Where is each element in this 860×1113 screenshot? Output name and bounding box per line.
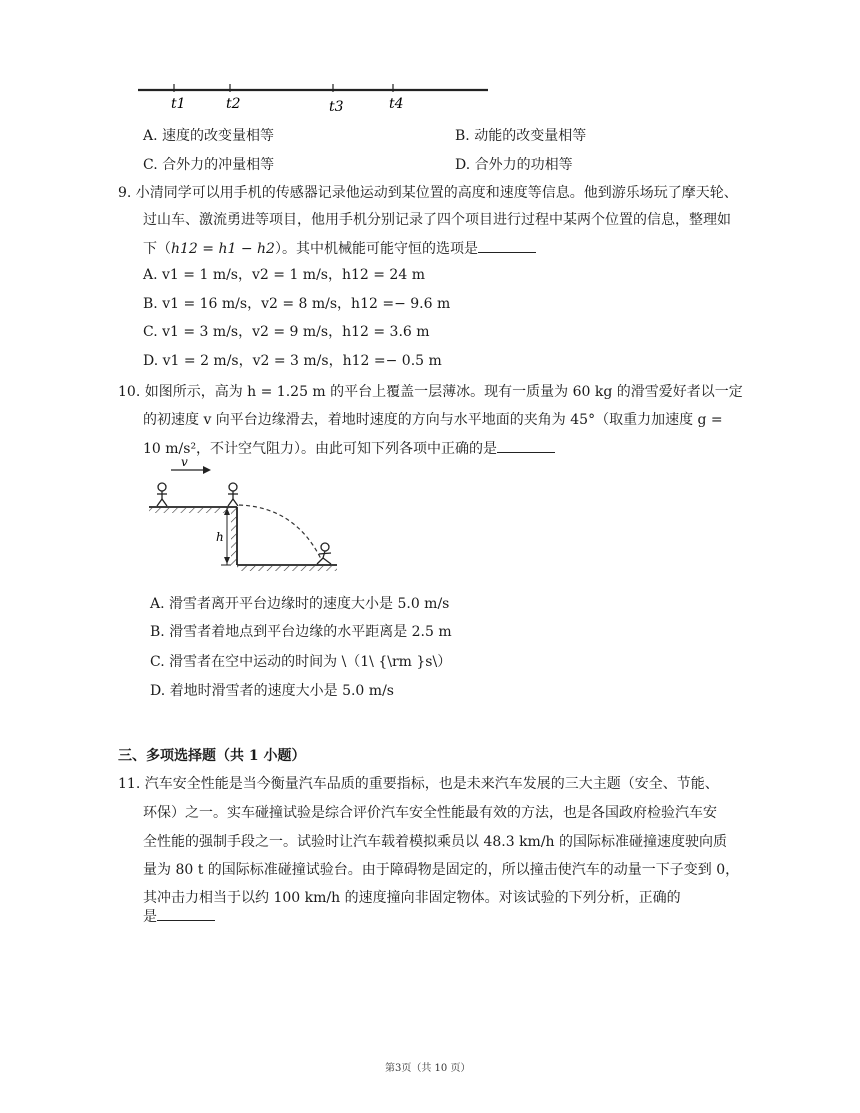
q9-height-formula: h12 = h1 − h2 — [171, 241, 275, 257]
q10-option-a: A. 滑雪者离开平台边缘时的速度大小是 5.0 m/s — [150, 596, 450, 612]
q8-option-c: C. 合外力的冲量相等 — [143, 157, 275, 173]
timeline-label-t3: t3 — [329, 99, 344, 115]
q9-stem-line3-post: ）。其中机械能可能守恒的选项是 — [274, 241, 478, 257]
timeline-label-t4: t4 — [389, 96, 404, 112]
q9-option-d: D. v1 = 2 m/s，v2 = 3 m/s，h12 =− 0.5 m — [143, 353, 442, 369]
q10-stem-line3-text: 10 m/s²，不计空气阻力）。由此可知下列各项中正确的是 — [143, 441, 498, 457]
q11-stem-line3: 全性能的强制手段之一。试验时让汽车载着模拟乘员以 48.3 km/h 的国际标准碰撞速度驶向质 — [143, 834, 728, 850]
q11-stem-line6-text: 是 — [143, 909, 157, 925]
skier-figure-landing — [317, 543, 331, 564]
timeline-figure — [130, 78, 500, 120]
q10-option-c: C. 滑雪者在空中运动的时间为 \（1\ {\rm }s\） — [150, 654, 452, 670]
q10-option-b: B. 滑雪者着地点到平台边缘的水平距离是 2.5 m — [150, 624, 452, 640]
q11-stem-line4: 量为 80 t 的国际标准碰撞试验台。由于障碍物是固定的，所以撞击使汽车的动量一下子变到 0， — [143, 862, 740, 878]
q11-stem-line6 — [143, 906, 215, 927]
q10-answer-blank — [497, 438, 555, 453]
timeline-label-t1: t1 — [171, 96, 186, 112]
q9-stem-line3 — [143, 238, 536, 259]
q10-stem-line2: 的初速度 v 向平台边缘滑去，着地时速度的方向与水平地面的夹角为 45°（取重力加速度 g = — [143, 412, 723, 428]
q9-option-a: A. v1 = 1 m/s，v2 = 1 m/s，h12 = 24 m — [143, 267, 425, 283]
timeline-label-t2: t2 — [226, 96, 241, 112]
page-number-footer: 第3页（共 10 页） — [385, 1063, 471, 1074]
q11-answer-blank — [157, 906, 215, 921]
q11-stem-line5: 其冲击力相当于以约 100 km/h 的速度撞向非固定物体。对该试验的下列分析，正确的 — [143, 890, 681, 906]
q10-height-label: h — [216, 530, 224, 544]
q9-stem-line3-pre: 下（ — [143, 241, 171, 257]
q8-option-a: A. 速度的改变量相等 — [143, 128, 275, 144]
q11-stem-line1: 11. 汽车安全性能是当今衡量汽车品质的重要指标，也是未来汽车发展的三大主题（安全、节能、 — [118, 776, 719, 792]
skier-figure-start — [157, 483, 167, 506]
q8-option-d: D. 合外力的功相等 — [455, 157, 573, 173]
q9-answer-blank — [478, 238, 536, 253]
q10-platform-figure — [145, 455, 345, 580]
skier-figure-edge — [228, 483, 238, 506]
section-3-heading: 三、多项选择题（共 1 小题） — [118, 748, 306, 764]
q9-stem-line1: 9. 小清同学可以用手机的传感器记录他运动到某位置的高度和速度等信息。他到游乐场玩了摩天轮、 — [118, 185, 738, 201]
q11-stem-line2: 环保）之一。实车碰撞试验是综合评价汽车安全性能最有效的方法，也是各国政府检验汽车安 — [143, 805, 717, 821]
q9-stem-line2: 过山车、激流勇进等项目，他用手机分别记录了四个项目进行过程中某两个位置的信息，整理如 — [143, 212, 731, 228]
q9-option-c: C. v1 = 3 m/s，v2 = 9 m/s，h12 = 3.6 m — [143, 324, 430, 340]
q10-velocity-label: v — [181, 455, 188, 469]
q8-option-b: B. 动能的改变量相等 — [455, 128, 587, 144]
q10-option-d: D. 着地时滑雪者的速度大小是 5.0 m/s — [150, 683, 394, 699]
q9-option-b: B. v1 = 16 m/s，v2 = 8 m/s，h12 =− 9.6 m — [143, 296, 451, 312]
q10-stem-line1: 10. 如图所示，高为 h = 1.25 m 的平台上覆盖一层薄冰。现有一质量为 60 kg 的滑雪爱好者以一定 — [118, 384, 743, 400]
